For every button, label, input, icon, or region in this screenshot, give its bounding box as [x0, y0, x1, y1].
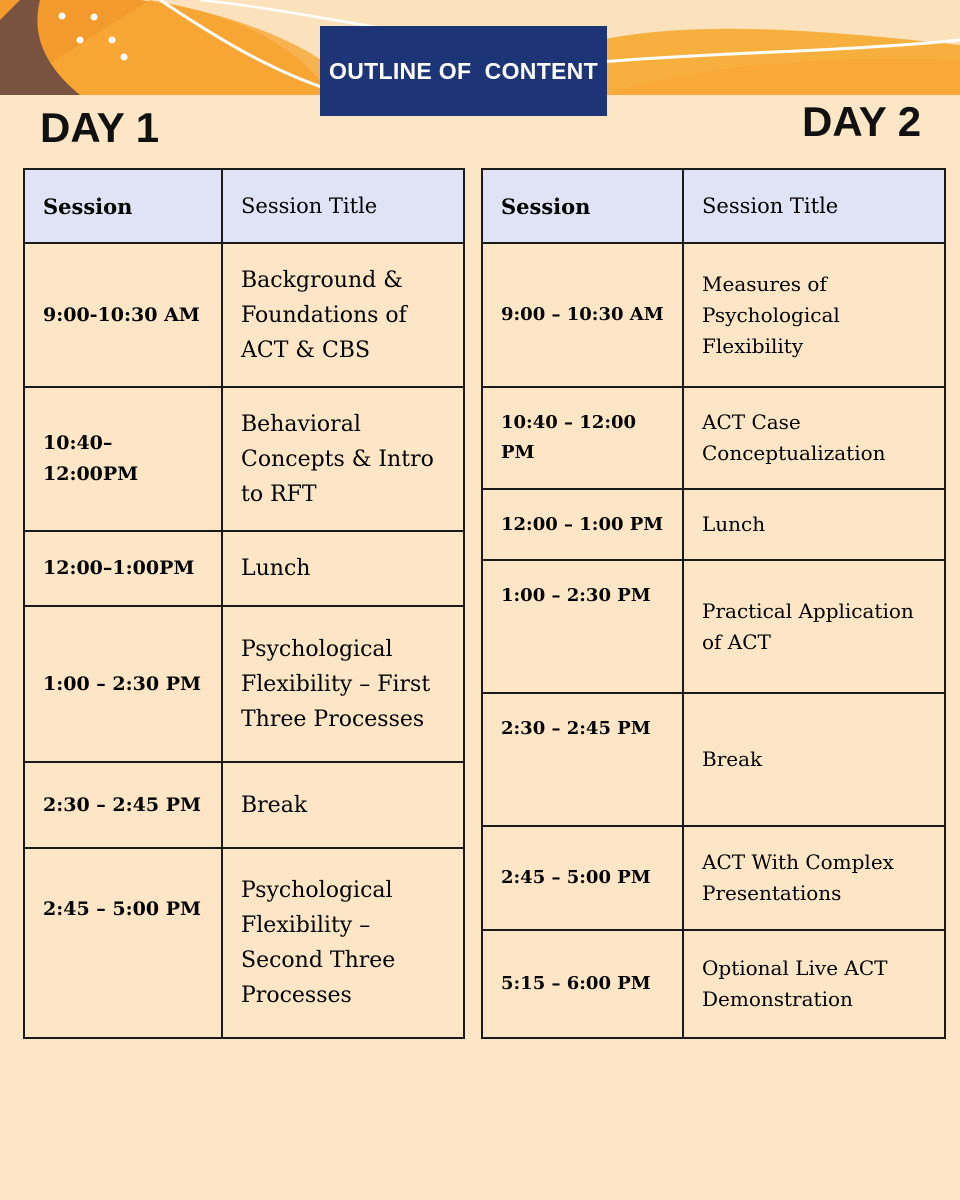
session-title: Break — [222, 762, 464, 848]
session-title-header: Session Title — [683, 169, 945, 243]
day2-schedule-table — [481, 168, 946, 1039]
table-row — [482, 560, 945, 693]
session-title: Practical Application of ACT — [683, 560, 945, 693]
session-title: Optional Live ACT Demonstration — [683, 930, 945, 1038]
session-time: 10:40 – 12:00 PM — [482, 387, 683, 489]
session-title: Background & Foundations of ACT & CBS — [222, 243, 464, 387]
session-time: 10:40–12:00PM — [24, 387, 222, 531]
session-time: 12:00 – 1:00 PM — [482, 489, 683, 560]
session-title-header: Session Title — [222, 169, 464, 243]
day1-schedule-table — [23, 168, 465, 1039]
table-row — [482, 489, 945, 560]
table-row — [24, 243, 464, 387]
table-header-row — [24, 169, 464, 243]
table-row — [482, 387, 945, 489]
day2-heading: DAY 2 — [802, 98, 922, 145]
session-title: Break — [683, 693, 945, 826]
session-time: 9:00 – 10:30 AM — [482, 243, 683, 387]
session-title: Measures of Psychological Flexibility — [683, 243, 945, 387]
session-time: 1:00 – 2:30 PM — [482, 560, 683, 693]
session-time: 2:45 – 5:00 PM — [24, 848, 222, 1038]
session-title: Psychological Flexibility – Second Three Processes — [222, 848, 464, 1038]
session-time: 2:30 – 2:45 PM — [24, 762, 222, 848]
session-header: Session — [482, 169, 683, 243]
table-row — [482, 826, 945, 930]
table-row — [24, 387, 464, 531]
session-title: Lunch — [683, 489, 945, 560]
session-title: Psychological Flexibility – First Three Processes — [222, 606, 464, 762]
session-title: ACT With Complex Presentations — [683, 826, 945, 930]
table-row — [24, 762, 464, 848]
table-row — [482, 243, 945, 387]
day1-heading: DAY 1 — [40, 104, 160, 151]
table-row — [24, 848, 464, 1038]
table-row — [24, 531, 464, 606]
session-time: 2:30 – 2:45 PM — [482, 693, 683, 826]
session-header: Session — [24, 169, 222, 243]
table-row — [482, 930, 945, 1038]
session-time: 5:15 – 6:00 PM — [482, 930, 683, 1038]
session-time: 9:00-10:30 AM — [24, 243, 222, 387]
session-time: 2:45 – 5:00 PM — [482, 826, 683, 930]
session-title: Lunch — [222, 531, 464, 606]
session-title: Behavioral Concepts & Intro to RFT — [222, 387, 464, 531]
table-header-row — [482, 169, 945, 243]
outline-banner: OUTLINE OF CONTENT — [320, 26, 607, 116]
table-row — [24, 606, 464, 762]
session-title: ACT Case Conceptualization — [683, 387, 945, 489]
table-row — [482, 693, 945, 826]
session-time: 1:00 – 2:30 PM — [24, 606, 222, 762]
session-time: 12:00–1:00PM — [24, 531, 222, 606]
